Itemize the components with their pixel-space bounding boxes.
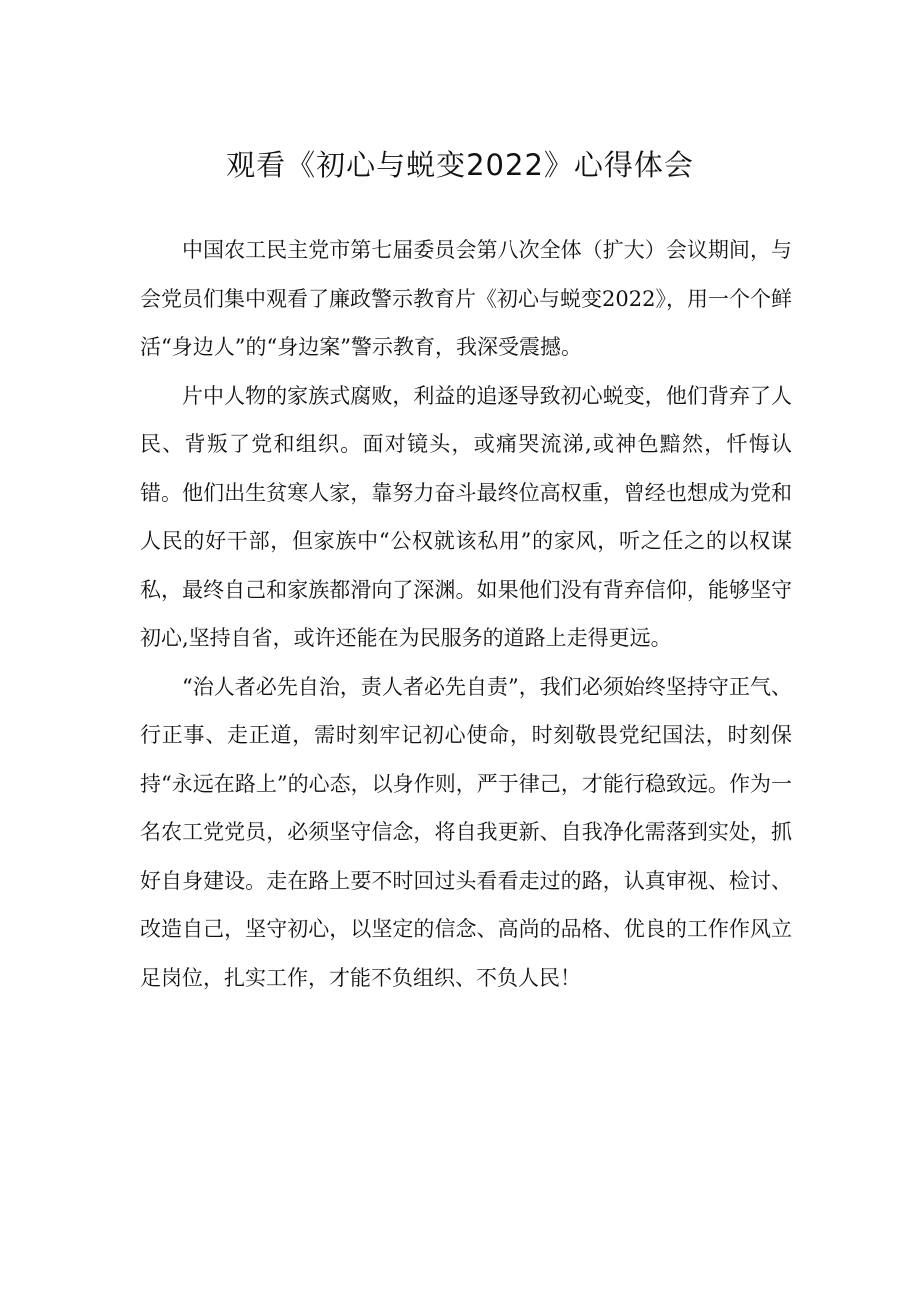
- paragraph-2: 片中人物的家族式腐败，利益的追逐导致初心蜕变，他们背弃了人民、背叛了党和组织。面对镜头，或痛哭流涕,或神色黯然，忏悔认错。他们出生贫寒人家，靠努力奋斗最终位高权重，曾经也想成为党和人民的好干部，但家族中“公权就该私用”的家风，听之任之的以权谋私，最终自己和家族都滑向了深渊。如果他们没有背弃信仰，能够坚守初心,坚持自省，或许还能在为民服务的道路上走得更远。: [140, 383, 792, 650]
- document-body: [140, 226, 792, 1002]
- document-title: 观看《初心与蜕变2022》心得体会: [226, 148, 694, 182]
- paragraph-1: 中国农工民主党市第七届委员会第八次全体（扩大）会议期间，与会党员们集中观看了廉政警示教育片《初心与蜕变2022》，用一个个鲜活“身边人”的“身边案”警示教育，我深受震撼。: [140, 238, 792, 359]
- paragraph-3: “治人者必先自治，责人者必先自责”，我们必须始终坚持守正气、行正事、走正道，需时刻牢记初心使命，时刻敬畏党纪国法，时刻保持“永远在路上”的心态，以身作则，严于律己，才能行稳致远。作为一名农工党党员，必须坚守信念，将自我更新、自我净化需落到实处，抓好自身建设。走在路上要不时回过头看看走过的路，认真审视、检讨、改造自己，坚守初心，以坚定的信念、高尚的品格、优良的工作作风立足岗位，扎实工作，才能不负组织、不负人民！: [140, 674, 792, 990]
